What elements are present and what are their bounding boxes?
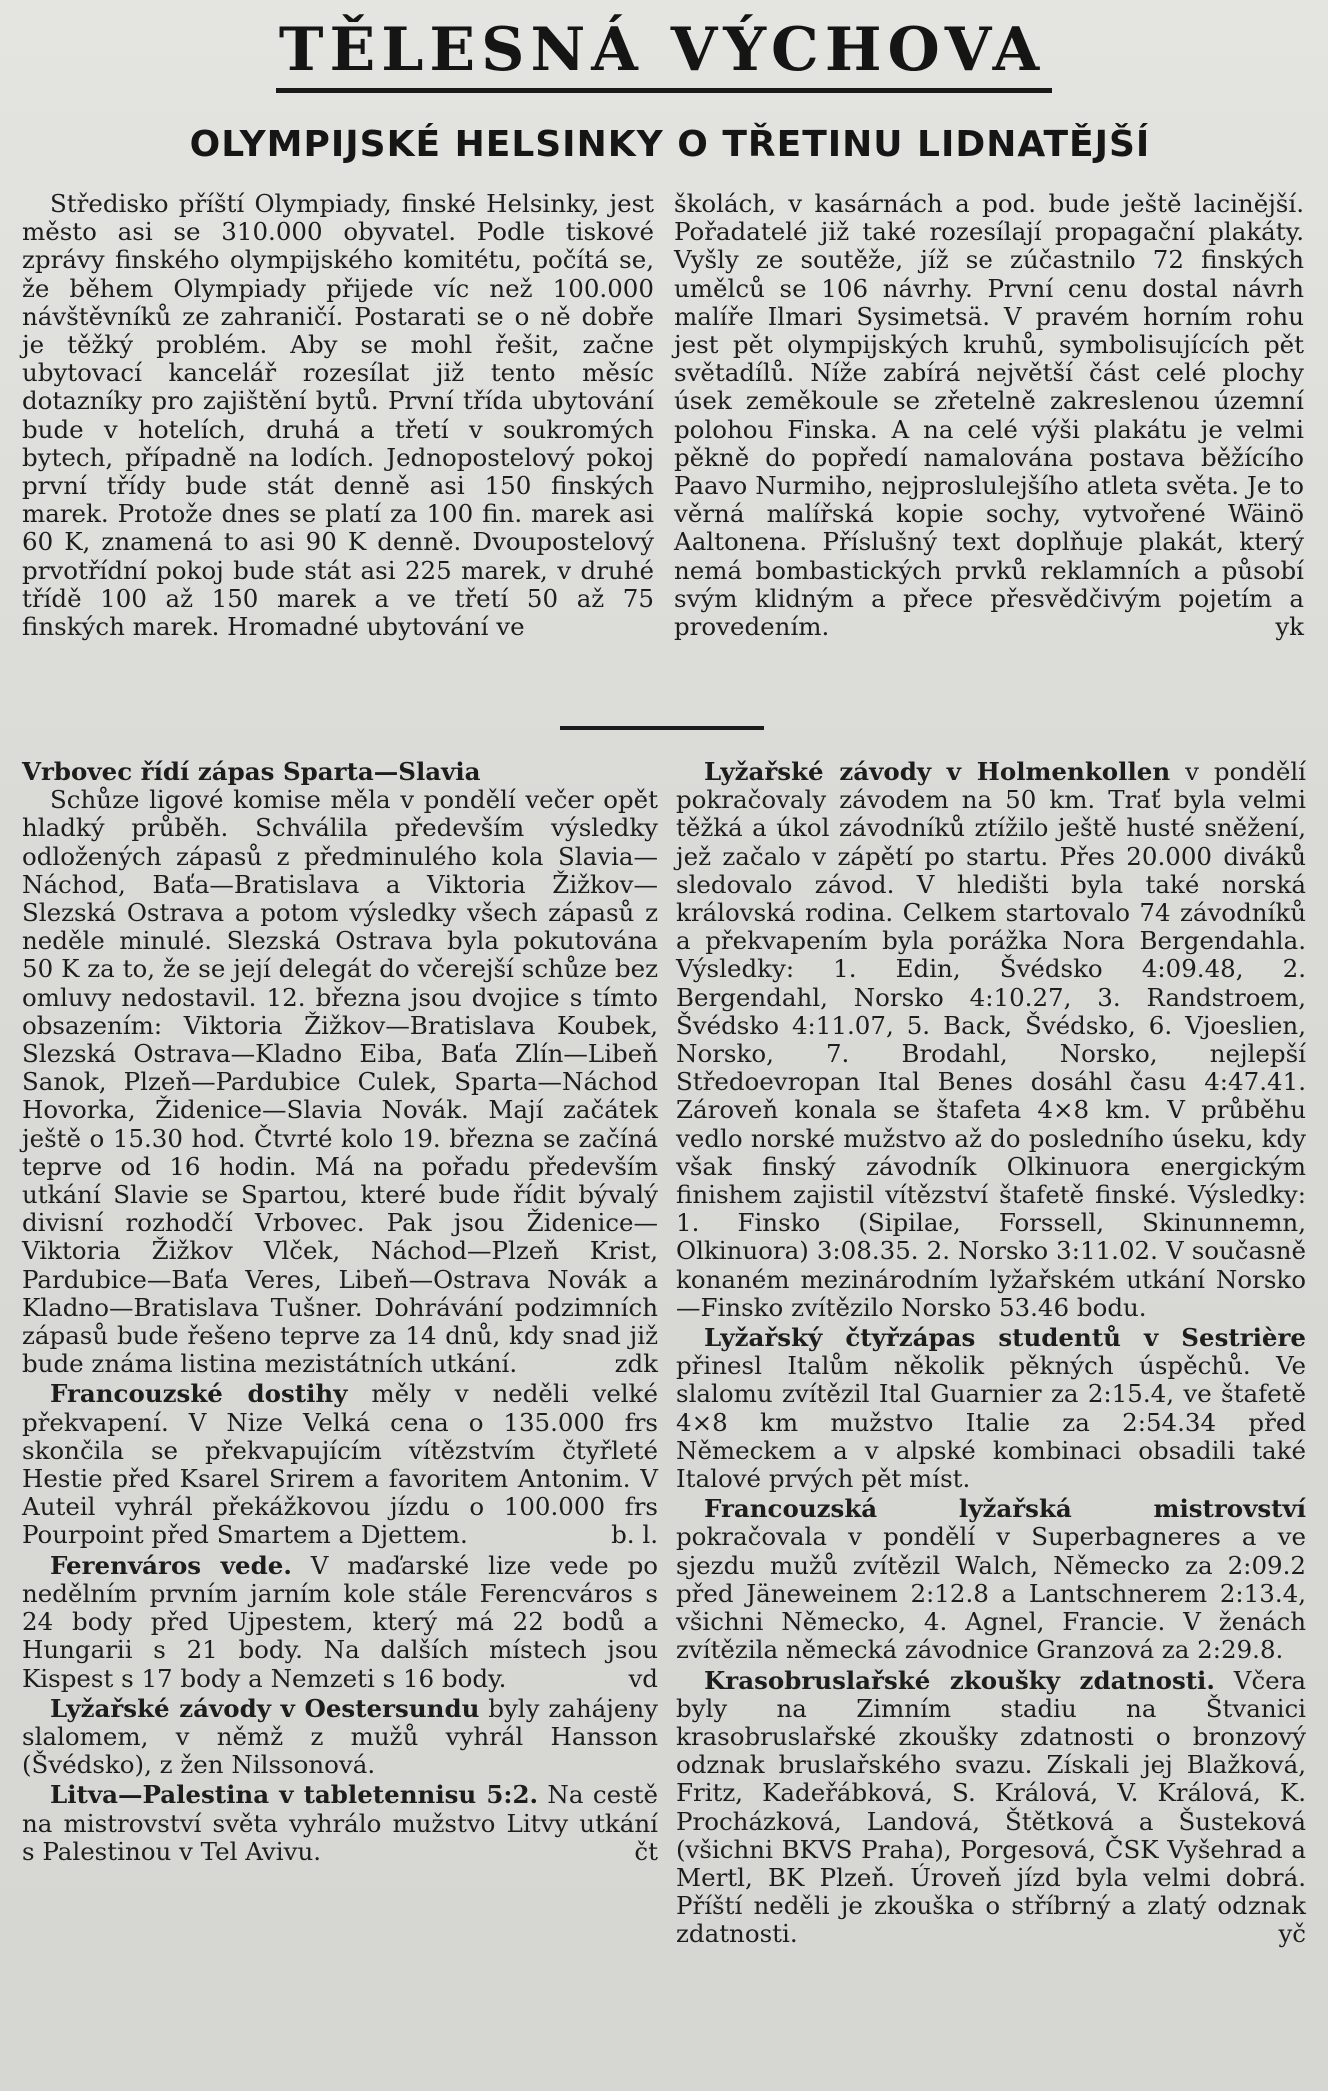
news-heading: Vrbovec řídí zápas Sparta—Slavia	[22, 757, 481, 786]
news-item	[676, 1324, 1306, 1493]
news-heading: Litva—Palestina v tabletennisu 5:2.	[50, 1780, 539, 1810]
title-underline	[276, 88, 1052, 93]
news-item	[22, 1695, 658, 1780]
sports-news-right-column	[676, 758, 1306, 1951]
news-heading: Ferenváros vede.	[50, 1550, 292, 1580]
news-item	[22, 1552, 658, 1693]
news-body: Francouzská lyžařská mistrovství pokračovala v pondělí v Superbagneres a ve sjezdu mužů zvítězil Walch, Německo za 2:09.2 před Jäneweinem 2:12.8 a Lantschnerem 2:13.4, všichni Německo, 4. Agnel, Francie. V ženách zvítězila německá závodnice Granzová za 2:29.8.	[676, 1494, 1306, 1665]
news-body: Schůze ligové komise měla v pondělí večer opět hladký průběh. Schválila především výsledky odložených zápasů z předminulého kola Slavia—Náchod, Baťa—Bratislava a Viktoria Žižkov—Slezská Ostrava a potom výsledky všech zápasů z neděle minulé. Slezská Ostrava byla pokutována 50 K za to, že se její delegát do včerejší schůze bez omluvy nedostavil. 12. března jsou dvojice s tímto obsazením: Viktoria Žižkov—Bratislava Koubek, Slezská Ostrava—Kladno Eiba, Baťa Zlín—Libeň Sanok, Plzeň—Pardubice Culek, Sparta—Náchod Hovorka, Židenice—Slavia Novák. Mají začátek ještě o 15.30 hod. Čtvrté kolo 19. března se začíná teprve od 16 hodin. Má na pořadu především utkání Slavie se Spartou, které bude řídit bývalý divisní rozhodčí Vrbovec. Pak jsou Židenice—Viktoria Žižkov Vlček, Náchod—Plzeň Krist, Pardubice—Baťa Veres, Libeň—Ostrava Novák a Kladno—Bratislava Tušner. Dohrávání podzimních zápasů bude řešeno teprve za 14 dnů, kdy snad již bude známa listina mezistátních utkání. zdk	[22, 785, 658, 1379]
article-headline: OLYMPIJSKÉ HELSINKY O TŘETINU LIDNATĚJŠÍ	[189, 124, 1151, 165]
news-signature: vd	[628, 1663, 658, 1693]
news-body: Lyžařské závody v Oestersundu byly zahájeny slalomem, v němž z mužů vyhrál Hansson (Švédsko), z žen Nilssonová.	[22, 1693, 658, 1780]
news-heading: Lyžařské závody v Holmenkollen	[704, 757, 1171, 786]
section-title: TĚLESNÁ VÝCHOVA	[278, 15, 1046, 85]
news-signature: čt	[634, 1836, 658, 1866]
news-heading: Lyžařský čtyřzápas studentů v Sestrière	[704, 1323, 1306, 1353]
news-body: Krasobruslařské zkoušky zdatnosti. Včera byly na Zimním stadiu na Štvanici krasobruslařské zkoušky zdatnosti o bronzový odznak bruslařského svazu. Získali jej Blažková, Fritz, Kadeřábková, S. Králová, V. Králová, K. Procházková, Landová, Štětková a Šusteková (všichni BKVS Praha), Porgesová, ČSK Vyšehrad a Mertl, BK Plzeň. Úroveň jízd byla velmi dobrá. Příští neděli je zkouška o stříbrný a zlatý odznak zdatnosti. yč	[676, 1665, 1306, 1949]
news-item	[22, 1380, 658, 1549]
sports-news-left-column	[22, 758, 658, 1868]
olympic-article-text-right: školách, v kasárnách a pod. bude ještě lacinější. Pořadatelé již také rozesílají propagační plakáty. Vyšly ze soutěže, jíž se zúčastnilo 72 finských umělců se 106 návrhy. První cenu dostal návrh malíře Ilmari Sysimetsä. V pravém horním rohu jest pět olympijských kruhů, symbolisujících pět světadílů. Níže zabírá největší část celé plochy úsek zeměkoule se zřetelně zakreslenou územní polohou Finska. A na celé výši plakátu je velmi pěkně do popředí namalována postava běžícího Paavo Nurmiho, nejproslulejšího atleta světa. Je to věrná malířská kopie sochy, vytvořené Wäinö Aaltonena. Příslušný text doplňuje plakát, který nemá bombastických prvků reklamních a působí svým klidným a přece přesvědčivým pojetím a provedením. yk	[674, 189, 1304, 642]
olympic-article-signature: yk	[1275, 612, 1304, 642]
news-body: Ferenváros vede. V maďarské lize vede po nedělním prvním jarním kole stále Ferencváros s 24 body před Ujpestem, který má 22 bodů a Hungarii s 21 body. Na dalších místech jsou Kispest s 17 body a Nemzeti s 16 body. vd	[22, 1550, 658, 1693]
news-item	[676, 1495, 1306, 1664]
news-item	[676, 1667, 1306, 1949]
news-signature: zdk	[614, 1349, 658, 1379]
news-signature: b. l.	[611, 1520, 658, 1550]
olympic-article-text-left: Středisko příští Olympiady, finské Helsinky, jest město asi se 310.000 obyvatel. Podle tiskové zprávy finského olympijského komitétu, počítá se, že během Olympiady přijede víc než 100.000 návštěvníků ze zahraničí. Postarati se o ně dobře je těžký problém. Aby se mohl řešit, začne ubytovací kancelář rozesílat již tento měsíc dotazníky pro zajištění bytů. První třída ubytování bude v hotelích, druhá a třetí v soukromých bytech, případně na lodích. Jednopostelový pokoj první třídy bude stát denně asi 150 finských marek. Protože dnes se platí za 100 fin. marek asi 60 K, znamená to asi 90 K denně. Dvoupostelový prvotřídní pokoj bude stát asi 225 marek, v druhé třídě 100 až 150 marek a ve třetí 50 až 75 finských marek. Hromadné ubytování ve	[22, 189, 654, 642]
news-body: Lyžařské závody v Holmenkollen v pondělí pokračovaly závodem na 50 km. Trať byla velmi těžká a úkol závodníků ztížilo ještě husté sněžení, jež začalo v zápětí po startu. Přes 20.000 diváků sledovalo závod. V hledišti byla také norská královská rodina. Celkem startovalo 74 závodníků a překvapením byla porážka Nora Bergendahla. Výsledky: 1. Edin, Švédsko 4:09.48, 2. Bergendahl, Norsko 4:10.27, 3. Randstroem, Švédsko 4:11.07, 5. Back, Švédsko, 6. Vjoeslien, Norsko, 7. Brodahl, Norsko, nejlepší Středoevropan Ital Benes dosáhl času 4:47.41. Zároveň konala se štafeta 4×8 km. V průběhu vedlo norské mužstvo až do posledního úseku, kdy však finský závodník Olkinuora energickým finishem zajistil vítězství štafetě finské. Výsledky: 1. Finsko (Sipilae, Forssell, Skinunnemn, Olkinuora) 3:08.35. 2. Norsko 3:11.02. V současně konaném mezinárodním lyžařském utkání Norsko—Finsko zvítězilo Norsko 53.46 bodu.	[676, 757, 1306, 1322]
news-item	[676, 758, 1306, 1322]
news-signature: yč	[1278, 1919, 1306, 1949]
news-item	[22, 758, 658, 1378]
news-body: Lyžařský čtyřzápas studentů v Sestrière přinesl Italům několik pěkných úspěchů. Ve slalomu zvítězil Ital Guarnier za 2:15.4, ve štafetě 4×8 km mužstvo Italie za 2:54.34 před Německem a v alpské kombinaci obsadili také Italové prvých pět míst.	[676, 1323, 1306, 1494]
news-heading: Francouzská lyžařská mistrovství	[704, 1494, 1306, 1524]
news-heading: Krasobruslařské zkoušky zdatnosti.	[704, 1665, 1215, 1695]
olympic-article-left-column	[22, 190, 654, 641]
news-body: Francouzské dostihy měly v neděli velké překvapení. V Nize Velká cena o 135.000 frs skončila se překvapujícím vítězstvím čtyřleté Hestie před Ksarel Srirem a favoritem Antonim. V Auteil vyhrál překážkovou jízdu o 100.000 frs Pourpoint před Smartem a Djettem. b. l.	[22, 1379, 658, 1550]
news-heading: Lyžařské závody v Oestersundu	[50, 1693, 480, 1723]
news-heading: Francouzské dostihy	[50, 1379, 348, 1409]
section-divider	[560, 726, 764, 730]
news-item	[22, 1781, 658, 1866]
olympic-article-right-column	[674, 190, 1304, 641]
news-body: Litva—Palestina v tabletennisu 5:2. Na cestě na mistrovství světa vyhrálo mužstvo Litvy utkání s Palestinou v Tel Avivu. čt	[22, 1780, 658, 1866]
